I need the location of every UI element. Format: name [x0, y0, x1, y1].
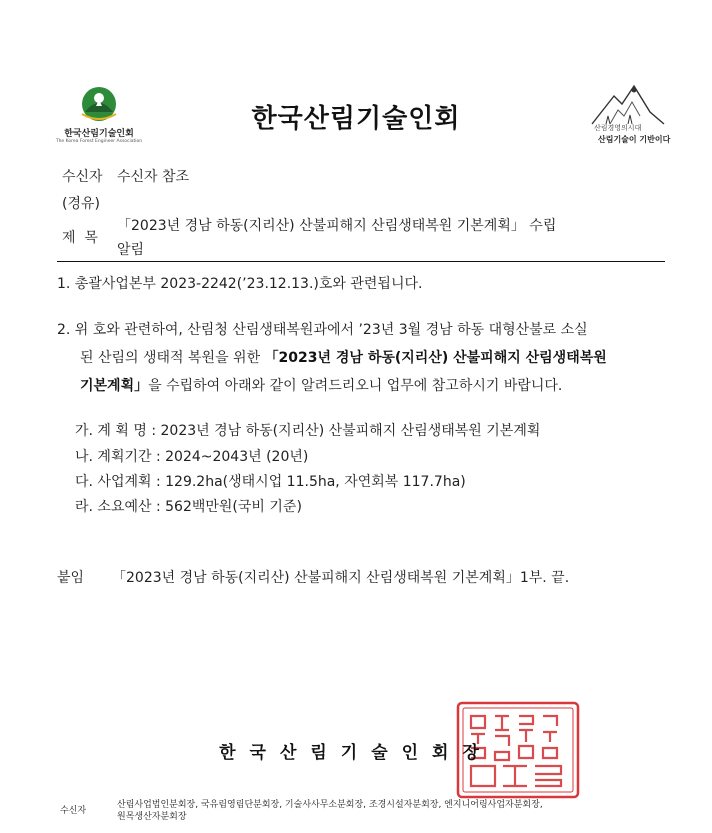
recipient-label: 수신자	[62, 169, 103, 185]
logo-org-name: 한국산림기술인회	[64, 129, 134, 139]
logo-org-english: The Korea Forest Engineer Association	[55, 139, 143, 144]
slogan-line1: 산림경영의시대	[594, 124, 642, 132]
recipients-label: 수신자	[60, 806, 87, 816]
header-divider	[57, 261, 665, 262]
slogan-line2: 산림기술이 기반이다	[598, 135, 671, 144]
issuer-signature: 한국산림기술인회장	[219, 743, 493, 763]
plan-title-bold-a: 「2023년 경남 하동(지리산) 산불피해지 산림생태복원	[264, 350, 607, 366]
recipient-value: 수신자 참조	[117, 169, 190, 185]
document-title: 한국산림기술인회	[251, 104, 461, 134]
subject-label: 제 목	[62, 230, 98, 246]
recipients-list	[117, 799, 657, 823]
subject-line2: 알림	[117, 242, 145, 258]
attachment-label: 붙임	[57, 570, 85, 586]
via-label: (경유)	[62, 196, 100, 212]
paragraph-2-line2	[57, 344, 677, 372]
paragraph-2-line3-text: 을 수립하여 아래와 같이 알려드리오니 업무에 참고하시기 바랍니다.	[148, 378, 563, 394]
slogan-logo	[588, 82, 671, 152]
item-budget: 라. 소요예산 : 562백만원(국비 기준)	[75, 499, 302, 515]
subject-line1: 「2023년 경남 하동(지리산) 산불피해지 산림생태복원 기본계획」 수립	[117, 218, 557, 234]
item-plan-period: 나. 계획기간 : 2024~2043년 (20년)	[75, 449, 309, 465]
paragraph-2-line3	[57, 372, 677, 400]
paragraph-1: 1. 총괄사업본부 2023-2242(’23.12.13.)호와 관련됩니다.	[57, 276, 423, 292]
paragraph-2-line1: 2. 위 호와 관련하여, 산림청 산림생태복원과에서 ’23년 3월 경남 하동 대형산불로 소실	[57, 322, 588, 338]
mountain-icon	[588, 82, 668, 126]
plan-title-bold-b: 기본계획」	[80, 378, 149, 394]
paragraph-2-line2-text: 된 산림의 생태적 복원을 위한	[80, 350, 265, 366]
paragraph-2	[57, 316, 677, 400]
item-project-plan: 다. 사업계획 : 129.2ha(생태시업 11.5ha, 자연회복 117.7ha)	[75, 474, 466, 490]
attachment-text: 「2023년 경남 하동(지리산) 산불피해지 산림생태복원 기본계획」1부. 끝.	[112, 570, 570, 586]
recipients-line1: 산림사업법인분회장, 국유림영림단분회장, 기술사사무소분회장, 조경시설자분회장, 엔지니어링사업자분회장,	[117, 800, 543, 810]
recipients-line2: 원목생산자분회장	[117, 812, 187, 822]
item-plan-name: 가. 계 획 명 : 2023년 경남 하동(지리산) 산불피해지 산림생태복원 기본계획	[75, 423, 541, 439]
